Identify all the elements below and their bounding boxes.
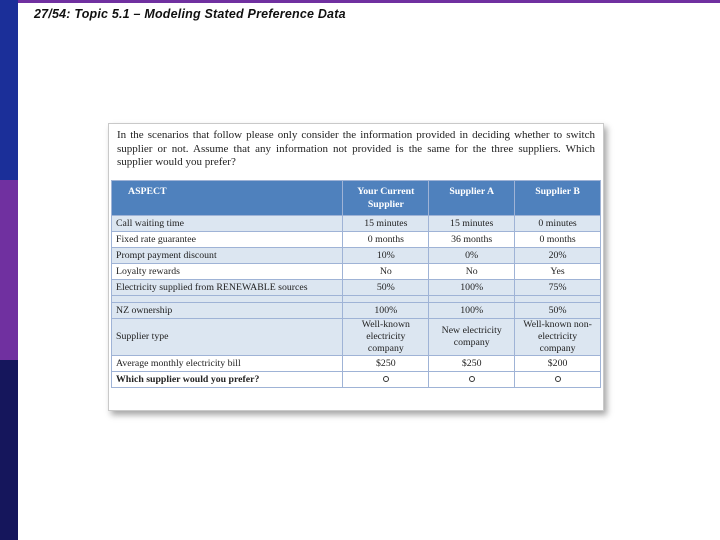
table-row xyxy=(112,303,601,319)
current-value: 0 months xyxy=(343,232,429,248)
supplier-b-value: Yes xyxy=(515,264,601,280)
gap-cell xyxy=(112,296,343,303)
choice-b-cell xyxy=(515,372,601,388)
current-value: 10% xyxy=(343,248,429,264)
aspect-label: Fixed rate guarantee xyxy=(112,232,343,248)
supplier-a-value: 36 months xyxy=(429,232,515,248)
header-aspect: ASPECT xyxy=(112,181,343,216)
gap-cell xyxy=(515,296,601,303)
aspect-label: NZ ownership xyxy=(112,303,343,319)
supplier-b-value: Well-known non-electricity company xyxy=(515,319,601,356)
table-row xyxy=(112,248,601,264)
survey-table xyxy=(111,180,601,388)
header-supplier-a: Supplier A xyxy=(429,181,515,216)
survey-intro-text: In the scenarios that follow please only consider the information provided in deciding whether to switch supplier or not. Assume that any information not provided is the same for the three suppliers. Which supplier would you prefer? xyxy=(117,129,595,169)
sidebar-segment-top xyxy=(0,0,18,180)
current-value: No xyxy=(343,264,429,280)
supplier-b-value: $200 xyxy=(515,356,601,372)
supplier-b-value: 50% xyxy=(515,303,601,319)
choice-current-cell xyxy=(343,372,429,388)
current-value: Well-known electricity company xyxy=(343,319,429,356)
supplier-a-value: 100% xyxy=(429,303,515,319)
aspect-label: Average monthly electricity bill xyxy=(112,356,343,372)
question-label: Which supplier would you prefer? xyxy=(112,372,343,388)
supplier-a-value: $250 xyxy=(429,356,515,372)
current-value: 15 minutes xyxy=(343,216,429,232)
slide-title: 27/54: Topic 5.1 – Modeling Stated Preference Data xyxy=(34,7,346,21)
current-value: $250 xyxy=(343,356,429,372)
supplier-a-value: 100% xyxy=(429,280,515,296)
sidebar-segment-middle xyxy=(0,180,18,360)
gap-cell xyxy=(343,296,429,303)
supplier-a-value: New electricity company xyxy=(429,319,515,356)
header-supplier-b: Supplier B xyxy=(515,181,601,216)
supplier-b-value: 0 months xyxy=(515,232,601,248)
aspect-label: Loyalty rewards xyxy=(112,264,343,280)
supplier-b-value: 20% xyxy=(515,248,601,264)
aspect-label: Electricity supplied from RENEWABLE sources xyxy=(112,280,343,296)
radio-supplier-a[interactable] xyxy=(469,376,475,382)
supplier-a-value: 15 minutes xyxy=(429,216,515,232)
survey-card xyxy=(108,123,604,411)
question-row xyxy=(112,372,601,388)
aspect-label: Call waiting time xyxy=(112,216,343,232)
radio-supplier-b[interactable] xyxy=(555,376,561,382)
header-current-supplier: Your Current Supplier xyxy=(343,181,429,216)
top-accent-line xyxy=(18,0,720,3)
table-row xyxy=(112,356,601,372)
table-row xyxy=(112,216,601,232)
table-row xyxy=(112,264,601,280)
table-header-row xyxy=(112,181,601,216)
gap-cell xyxy=(429,296,515,303)
aspect-label: Prompt payment discount xyxy=(112,248,343,264)
supplier-b-value: 0 minutes xyxy=(515,216,601,232)
table-row xyxy=(112,280,601,296)
radio-current-supplier[interactable] xyxy=(383,376,389,382)
aspect-label: Supplier type xyxy=(112,319,343,356)
choice-a-cell xyxy=(429,372,515,388)
left-sidebar-bar xyxy=(0,0,18,540)
table-row xyxy=(112,232,601,248)
supplier-b-value: 75% xyxy=(515,280,601,296)
supplier-a-value: 0% xyxy=(429,248,515,264)
table-gap-row xyxy=(112,296,601,303)
current-value: 100% xyxy=(343,303,429,319)
table-row xyxy=(112,319,601,356)
current-value: 50% xyxy=(343,280,429,296)
sidebar-segment-bottom xyxy=(0,360,18,540)
supplier-a-value: No xyxy=(429,264,515,280)
